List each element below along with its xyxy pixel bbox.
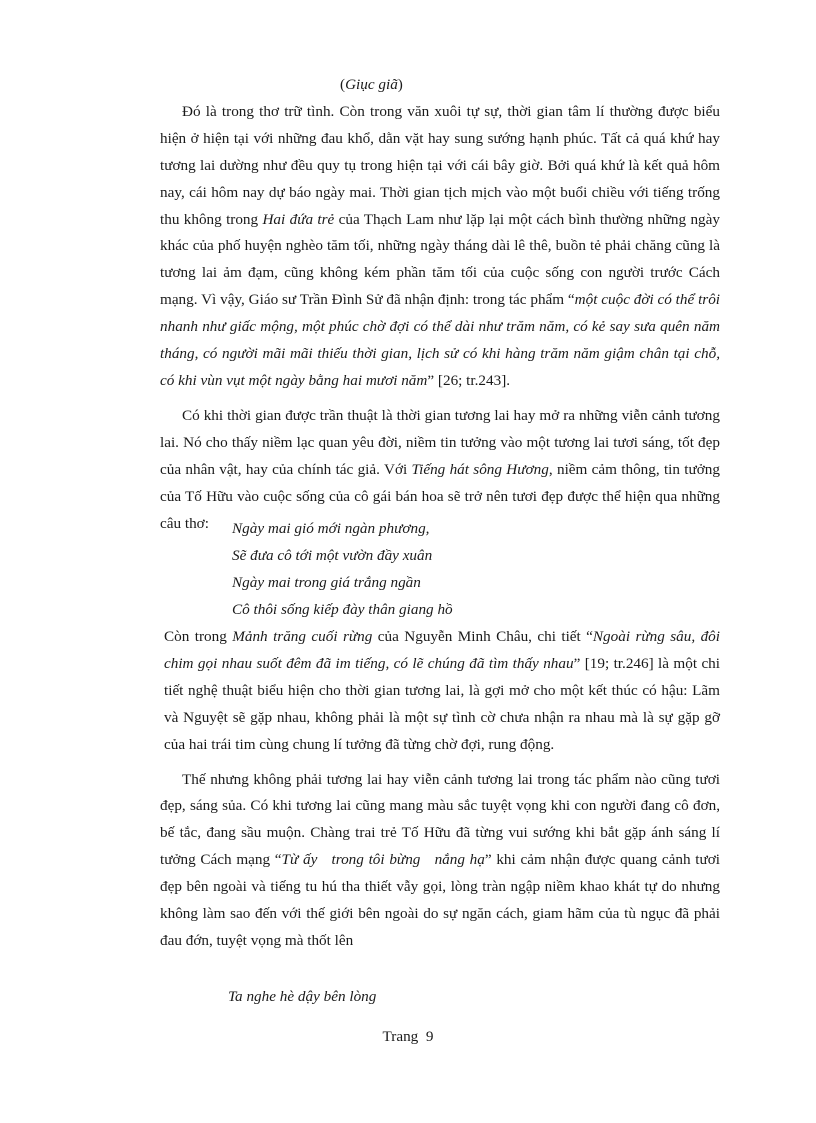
poem-line: Ngày mai trong giá trắng ngần — [232, 573, 421, 591]
poem-2 — [228, 984, 376, 1011]
text-block-2 — [160, 624, 720, 955]
poem-1 — [232, 516, 453, 624]
paragraph-2: Có khi thời gian được trần thuật là thời gian tương lai hay mở ra những viễn cảnh tương lai. Nó cho thấy niềm lạc quan yêu đời, niềm tin tưởng vào một tương lai tươi sáng, tốt đẹp của nhân vật, hay của chính tác giả. Với Tiếng hát sông Hương, niềm cảm thông, tin tưởng của Tố Hữu vào cuộc sống của cô gái bán hoa sẽ trở nên tươi đẹp được thể hiện qua những câu thơ: — [160, 406, 720, 532]
epigraph-source: (Giục giã) — [340, 76, 403, 93]
paragraph-4: Thế nhưng không phải tương lai hay viễn cảnh tương lai trong tác phẩm nào cũng tươi đẹp, sáng sủa. Có khi tương lai cũng mang màu sắc tuyệt vọng khi con người đang cô đơn, bế tắc, đang sầu muộn. Chàng trai trẻ Tố Hữu đã từng vui sướng khi bắt gặp ánh sáng lí tưởng Cách mạng “Từ ấy trong tôi bừng nắng hạ” khi cảm nhận được quang cảnh tươi đẹp bên ngoài và tiếng tu hú tha thiết vẫy gọi, lòng tràn ngập niềm khao khát tự do nhưng không làm sao đến với thế giới bên ngoài do sự ngăn cách, giam hãm của tù ngục đã phải đau đớn, tuyệt vọng mà thốt lên — [160, 770, 721, 949]
poem-line: Cô thôi sống kiếp đày thân giang hồ — [232, 600, 453, 618]
poem-line: Sẽ đưa cô tới một vườn đầy xuân — [232, 546, 433, 564]
page-number: Trang 9 — [382, 1028, 434, 1045]
paragraph-1: Đó là trong thơ trữ tình. Còn trong văn xuôi tự sự, thời gian tâm lí thường được biểu hiện ở hiện tại với những đau khổ, dằn vặt hay sung sướng hạnh phúc. Tất cả quá khứ hay tương lai dường như đều quy tụ trong hiện tại với cái bây giờ. Bởi quá khứ là kết quả hôm nay, cái hôm nay dự báo ngày mai. Thời gian tịch mịch vào một buổi chiều với tiếng trống thu không trong Hai đứa trẻ của Thạch Lam như lặp lại một cách bình thường những ngày khác của phố huyện nghèo tăm tối, những ngày tháng dài lê thê, buồn tẻ phải chăng cũng là tương lai ảm đạm, cũng không kém phần tăm tối của cuộc sống con người trước Cách mạng. Vì vậy, Giáo sư Trần Đình Sử đã nhận định: trong tác phẩm “một cuộc đời có thể trôi nhanh như giấc mộng, một phúc chờ đợi có thể dài như trăm năm, có kẻ say sưa quên năm tháng, có người mãi mãi thiếu thời gian, lịch sử có khi hàng trăm năm giậm chân tại chỗ, có khi vùn vụt một ngày bằng hai mươi năm” [26; tr.243]. — [160, 102, 721, 389]
poem-line: Ngày mai gió mới ngàn phương, — [232, 520, 430, 537]
text-block-1 — [160, 72, 720, 537]
poem-line: Ta nghe hè dậy bên lòng — [228, 988, 377, 1005]
paragraph-3: Còn trong Mảnh trăng cuối rừng của Nguyễn Minh Châu, chi tiết “Ngoài rừng sâu, đôi chim gọi nhau suốt đêm đã im tiếng, có lẽ chúng đã tìm thấy nhau” [19; tr.246] là một chi tiết nghệ thuật biểu hiện cho thời gian tương lai, là gợi mở cho một kết thúc có hậu: Lãm và Nguyệt sẽ gặp nhau, không phải là một sự tình cờ chưa nhận ra nhau mà là sự gặp gỡ của hai trái tim cùng chung lí tưởng đã từng chờ đợi, rung động. — [164, 628, 720, 753]
